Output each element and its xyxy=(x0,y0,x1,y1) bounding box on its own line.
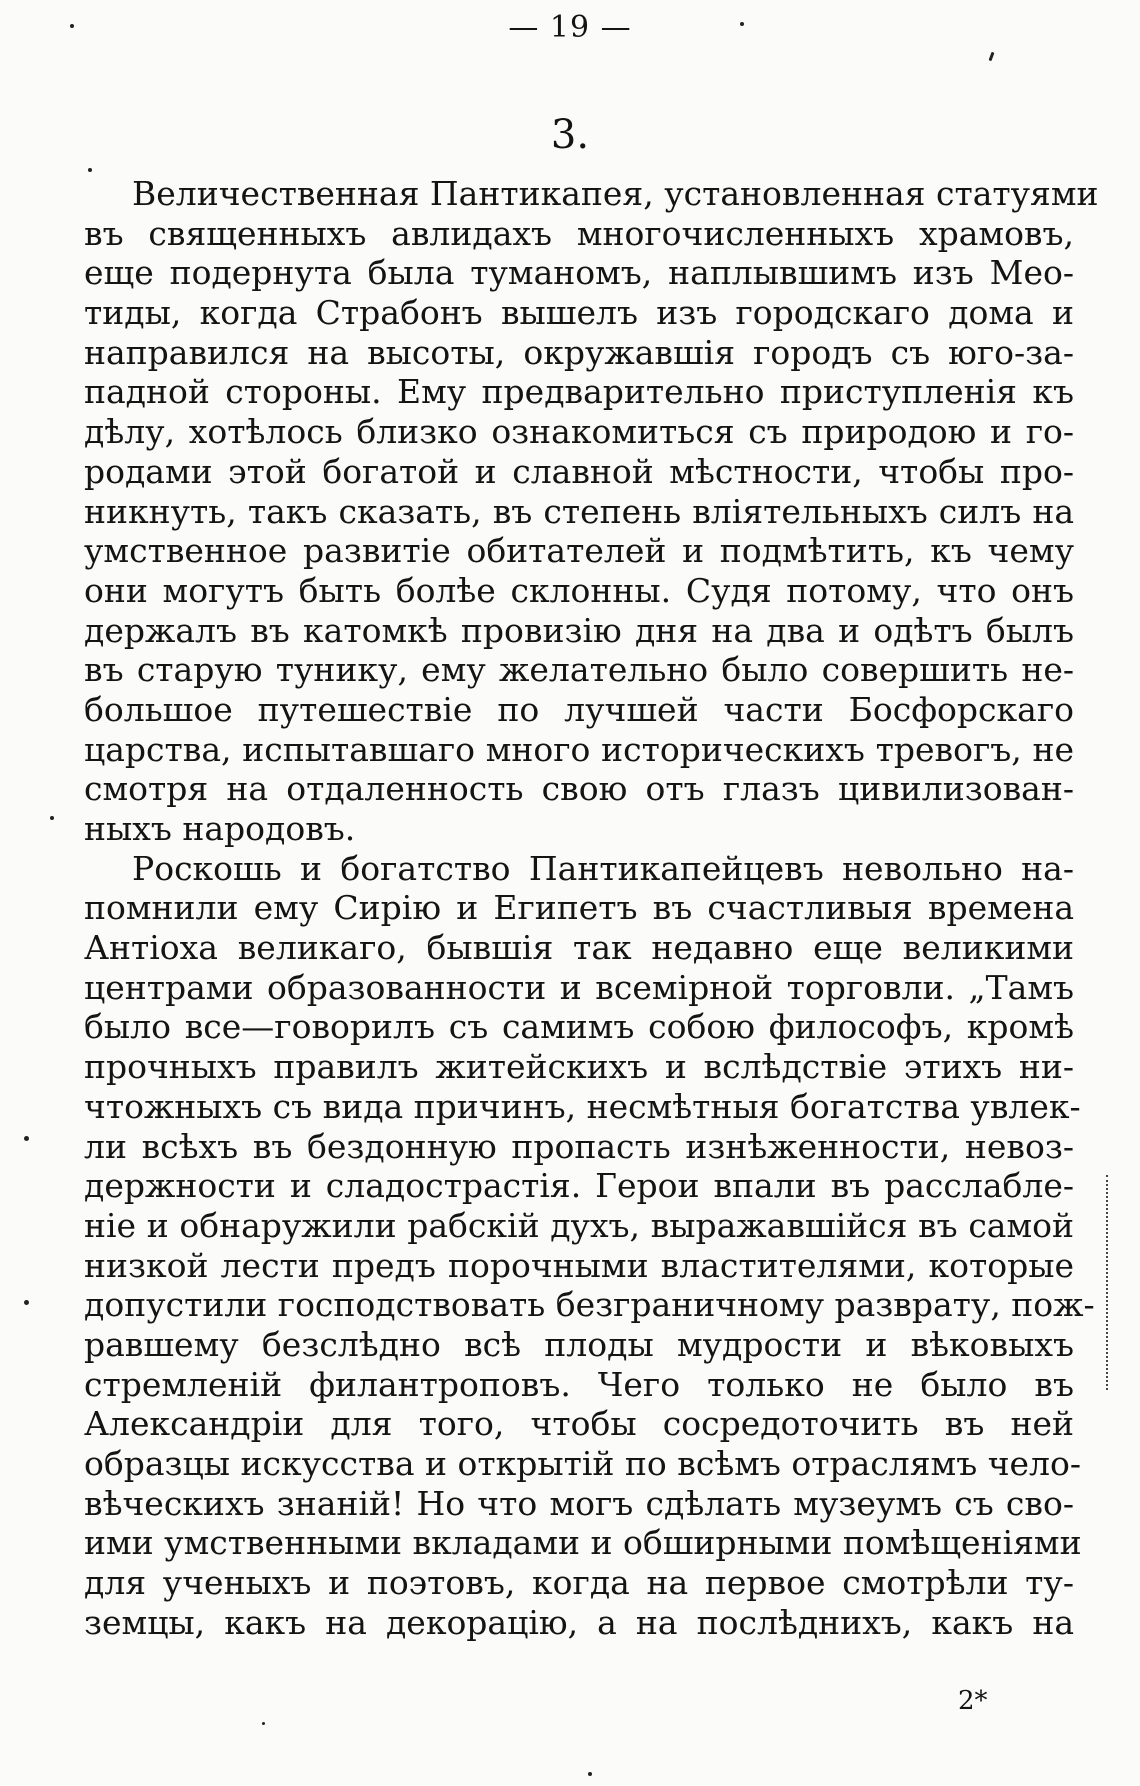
text-line: дѣлу, хотѣлось близко ознакомиться съ природою и го- xyxy=(84,412,1074,452)
scan-speck xyxy=(262,1722,265,1725)
text-line: чтожныхъ съ вида причинъ, несмѣтныя богатства увлек- xyxy=(84,1086,1081,1126)
text-line: въ старую тунику, ему желательно было совершить не- xyxy=(84,650,1074,690)
text-line: держности и сладострастія. Герои впали въ расслабле- xyxy=(84,1166,1074,1206)
text-line: въ священныхъ авлидахъ многочисленныхъ храмовъ, xyxy=(84,213,1074,253)
body-text xyxy=(84,174,1099,1642)
text-line: смотря на отдаленность свою отъ глазъ цивилизован- xyxy=(84,769,1074,809)
text-line: равшему безслѣдно всѣ плоды мудрости и вѣковыхъ xyxy=(84,1324,1074,1364)
text-line: Роскошь и богатство Пантикапейцевъ невольно на- xyxy=(132,848,1074,888)
scan-speck xyxy=(989,52,995,61)
scan-speck xyxy=(70,24,74,28)
text-line: низкой лести предъ порочными властителями, которые xyxy=(84,1245,1074,1285)
page-number: — 19 — xyxy=(508,10,632,45)
text-line: стремленій филантроповъ. Чего только не было въ xyxy=(84,1364,1074,1404)
text-line: держалъ въ катомкѣ провизію дня на два и одѣтъ былъ xyxy=(84,610,1074,650)
text-line: ли всѣхъ въ бездонную пропасть изнѣженности, невоз- xyxy=(84,1126,1074,1166)
text-line: помнили ему Сирію и Египетъ въ счастливыя времена xyxy=(84,888,1074,928)
scan-speck xyxy=(588,1772,592,1776)
chapter-heading: 3. xyxy=(550,112,590,158)
margin-rule xyxy=(1106,1175,1108,1390)
text-line: ими умственными вкладами и обширными помѣщеніями xyxy=(84,1523,1082,1563)
text-line: допустили господствовать безграничному разврату, пож- xyxy=(84,1285,1095,1325)
text-line: земцы, какъ на декорацію, а на послѣднихъ, какъ на xyxy=(84,1602,1074,1642)
text-line: Величественная Пантикапея, установленная статуями xyxy=(132,174,1099,213)
signature-mark: 2* xyxy=(958,1686,988,1716)
scan-speck xyxy=(24,1136,29,1141)
text-line: направился на высоты, окружавшія городъ съ юго-за- xyxy=(84,332,1074,372)
text-line: Антіоха великаго, бывшія так недавно еще великими xyxy=(84,928,1074,968)
text-line: было все—говорилъ съ самимъ собою философъ, кромѣ xyxy=(84,1007,1074,1047)
text-line: родами этой богатой и славной мѣстности, чтобы про- xyxy=(84,451,1074,491)
text-line: они могутъ быть болѣе склонны. Судя потому, что онъ xyxy=(84,570,1074,610)
text-line: никнуть, такъ сказать, въ степень вліятельныхъ силъ на xyxy=(84,491,1074,531)
scan-speck xyxy=(24,1300,29,1305)
text-line: царства, испытавшаго много историческихъ тревогъ, не xyxy=(84,729,1074,769)
text-line: ніе и обнаружили рабскій духъ, выражавшійся въ самой xyxy=(84,1205,1074,1245)
text-line: прочныхъ правилъ житейскихъ и вслѣдствіе этихъ ни- xyxy=(84,1047,1074,1087)
text-line: умственное развитіе обитателей и подмѣтить, къ чему xyxy=(84,531,1074,571)
text-line: падной стороны. Ему предварительно приступленія къ xyxy=(84,372,1074,412)
scan-speck xyxy=(740,22,744,26)
text-line: Александріи для того, чтобы сосредоточить въ ней xyxy=(84,1404,1074,1444)
text-line: для ученыхъ и поэтовъ, когда на первое смотрѣли ту- xyxy=(84,1563,1074,1603)
text-line: центрами образованности и всемірной торговли. „Тамъ xyxy=(84,967,1074,1007)
text-line: тиды, когда Страбонъ вышелъ изъ городскаго дома и xyxy=(84,293,1074,333)
text-line: еще подернута была туманомъ, наплывшимъ изъ Мео- xyxy=(84,253,1074,293)
text-line: ныхъ народовъ. xyxy=(84,809,356,848)
scan-speck xyxy=(50,816,54,820)
text-line: вѣческихъ знаній! Но что могъ сдѣлать музеумъ съ сво- xyxy=(84,1483,1074,1523)
text-line: образцы искусства и открытій по всѣмъ отраслямъ чело- xyxy=(84,1444,1082,1483)
scan-speck xyxy=(88,168,92,172)
text-line: большое путешествіе по лучшей части Босфорскаго xyxy=(84,689,1074,729)
